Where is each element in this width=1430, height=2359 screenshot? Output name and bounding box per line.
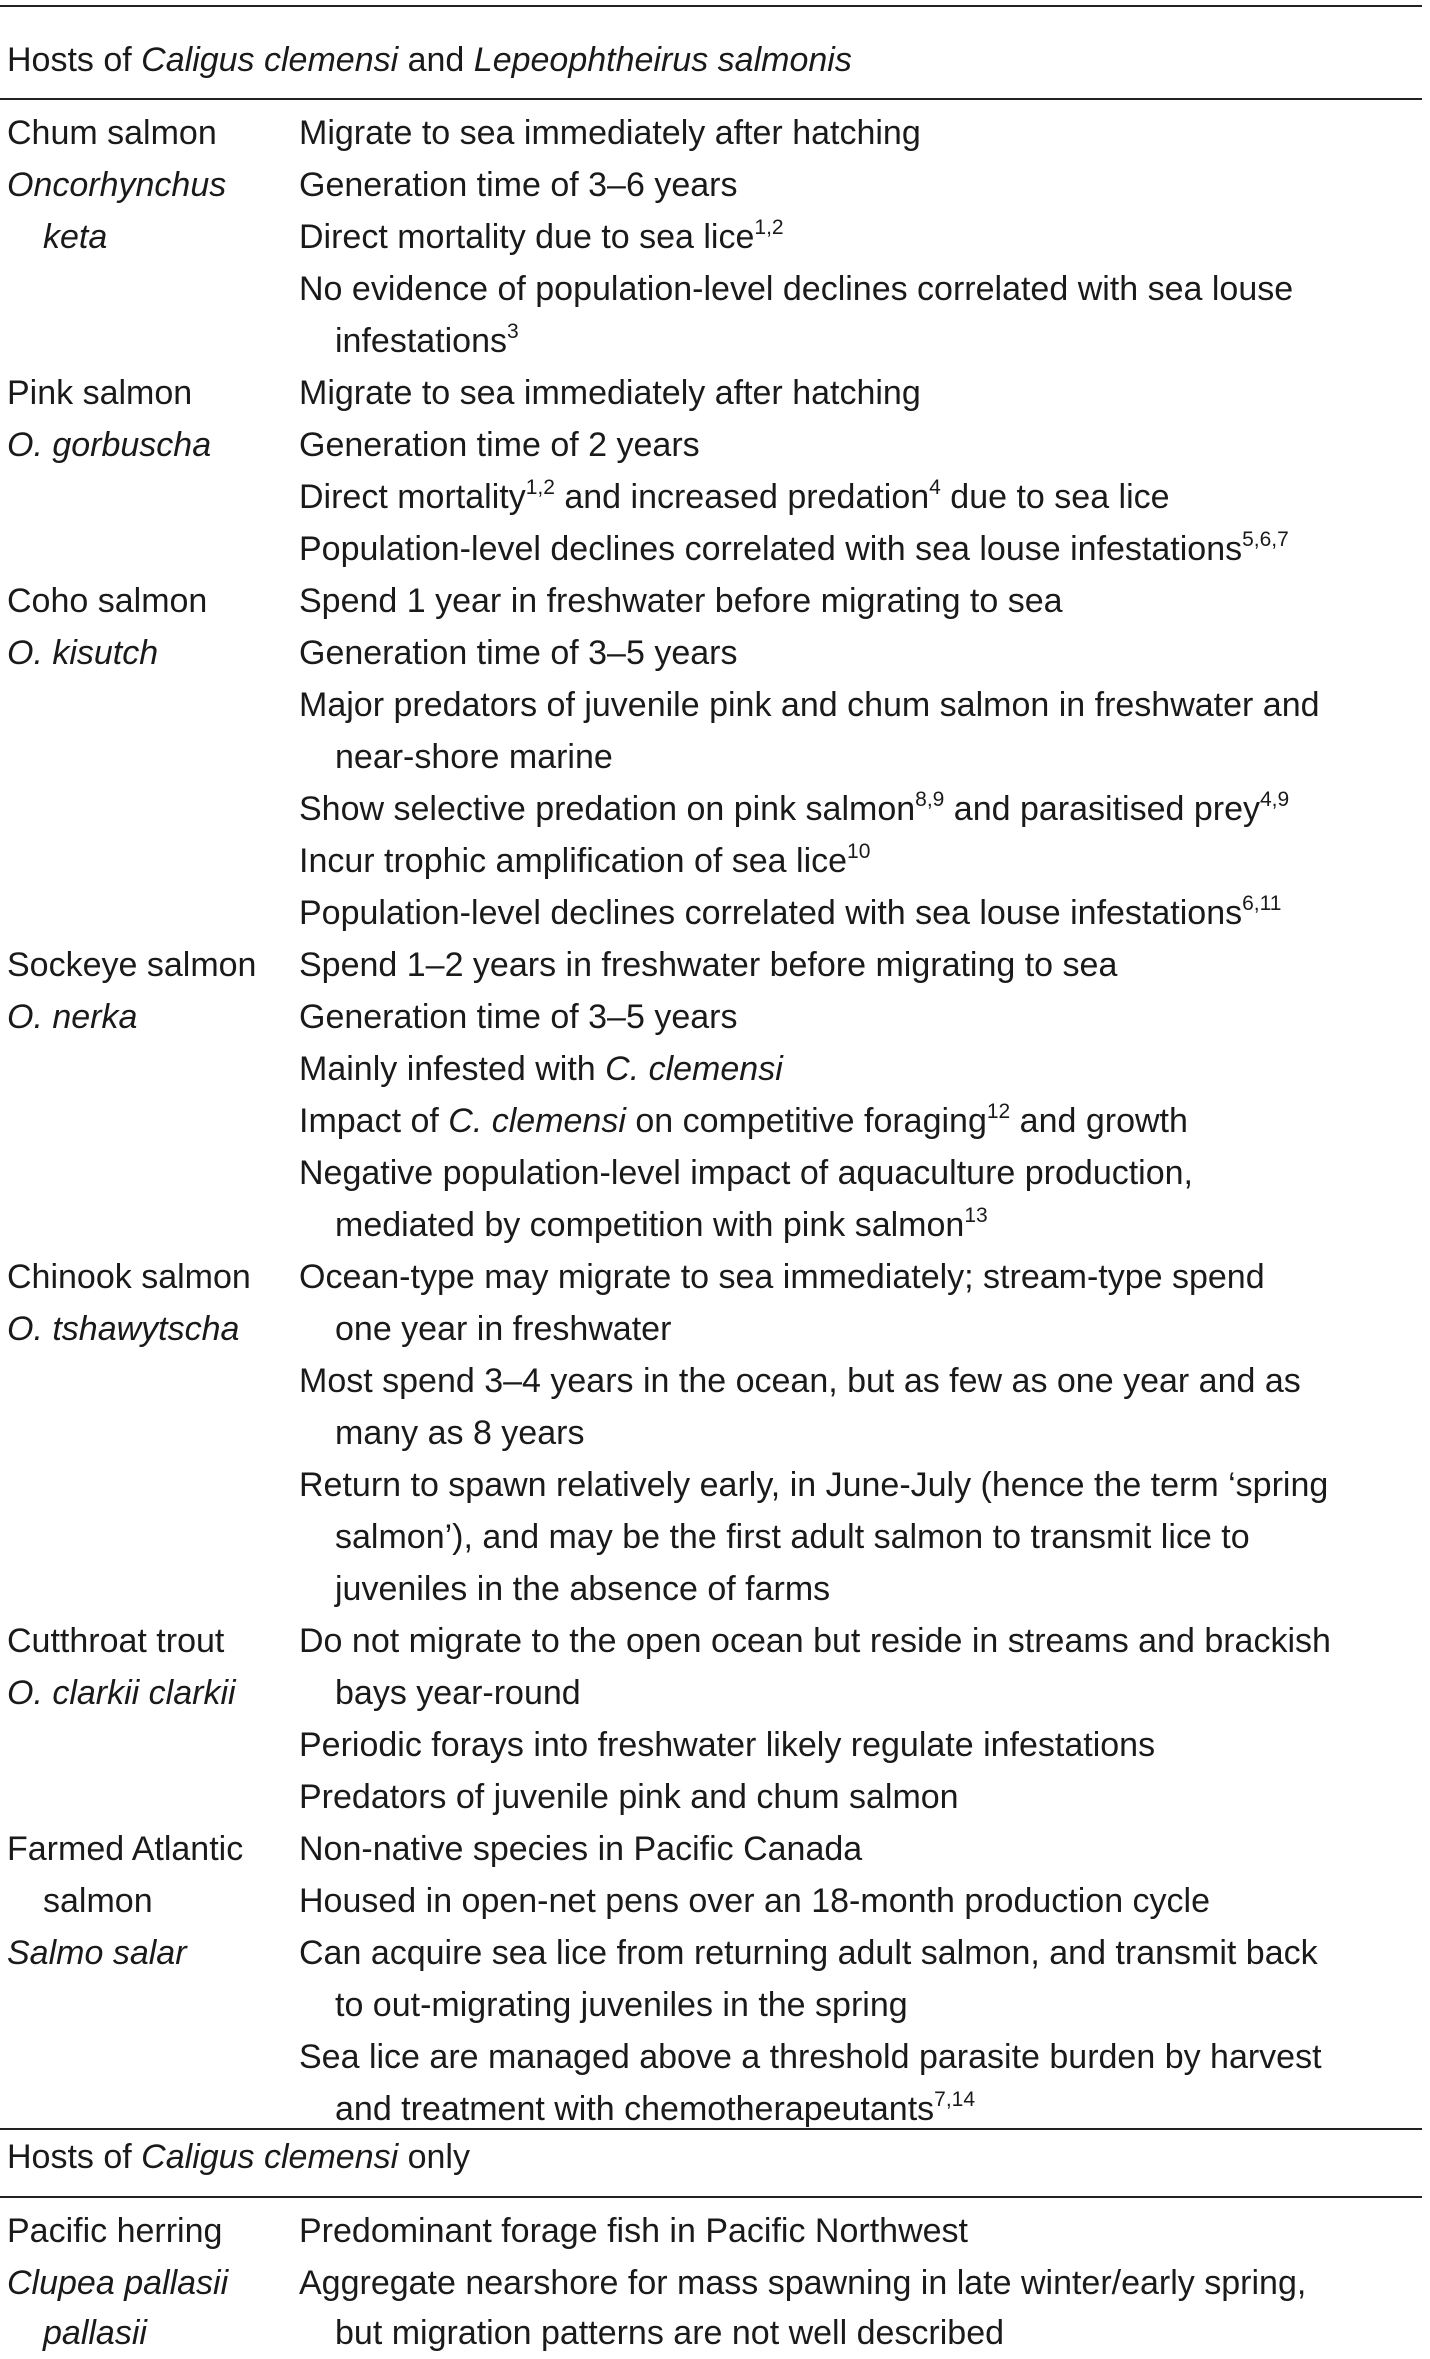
reference-superscript: 10 [847,839,871,863]
trait-line: to out-migrating juveniles in the spring [335,1986,908,2024]
section-rule [0,2128,1422,2130]
species-name: C. clemensi [448,1102,626,1140]
reference-superscript: 3 [507,319,519,343]
trait-line: Negative population-level impact of aquaculture production, [299,1154,1193,1192]
reference-superscript: 12 [986,1099,1011,1123]
trait-line: Population-level declines correlated with sea louse infestations$^{5,6,7}$ [299,527,1289,568]
trait-line: Aggregate nearshore for mass spawning in late winter/early spring, [299,2264,1307,2302]
reference-superscript: 6,11 [1242,891,1282,915]
host-latin-name: O. clarkii clarkii [7,1674,236,1712]
trait-line: Generation time of 3–5 years [299,998,738,1036]
trait-line: Predators of juvenile pink and chum salmon [299,1778,959,1816]
species-name: Caligus clemensi [141,2138,399,2176]
trait-line: mediated by competition with pink salmon$^{13}$ [335,1203,988,1244]
trait-line: Spend 1 year in freshwater before migrating to sea [299,582,1063,620]
reference-superscript: 5,6,7 [1242,527,1289,551]
section-heading-both: Hosts of Caligus clemensi and Lepeophtheirus salmonis [7,41,852,79]
host-latin-name: O. tshawytscha [7,1310,240,1348]
host-latin-name: Salmo salar [7,1934,187,1972]
reference-superscript: 4,9 [1259,787,1290,811]
trait-line: and treatment with chemotherapeutants$^{7,14}$ [335,2087,976,2128]
trait-line: bays year-round [335,1674,581,1712]
trait-line: Migrate to sea immediately after hatching [299,374,921,412]
host-latin-name: O. gorbuscha [7,426,212,464]
trait-line: Population-level declines correlated with sea louse infestations$^{6,11}$ [299,891,1282,932]
trait-line: juveniles in the absence of farms [335,1570,831,1608]
trait-line: Return to spawn relatively early, in June-July (hence the term ‘spring [299,1466,1329,1504]
trait-line: near-shore marine [335,738,613,776]
reference-superscript: 7,14 [934,2087,976,2111]
host-common-name: Cutthroat trout [7,1622,225,1660]
host-common-name: Coho salmon [7,582,208,620]
reference-superscript: 4 [929,475,941,499]
host-common-name: Farmed Atlantic [7,1830,244,1868]
trait-line: Incur trophic amplification of sea lice$^{10}$ [299,839,871,880]
host-common-name: Sockeye salmon [7,946,257,984]
section-rule [0,2196,1422,2198]
trait-line: one year in freshwater [335,1310,672,1348]
top-rule [0,5,1422,7]
trait-line: Can acquire sea lice from returning adult salmon, and transmit back [299,1934,1318,1972]
trait-line: Most spend 3–4 years in the ocean, but as few as one year and as [299,1362,1301,1400]
host-common-name: salmon [43,1882,153,1920]
trait-line: Migrate to sea immediately after hatching [299,114,921,152]
trait-line: Generation time of 3–5 years [299,634,738,672]
reference-superscript: 1,2 [525,475,555,499]
host-latin-name: pallasii [43,2314,147,2352]
trait-line: Show selective predation on pink salmon$^{8,9}$ and parasitised prey$^{4,9}$ [299,787,1290,828]
host-latin-name: O. nerka [7,998,138,1036]
trait-line: Sea lice are managed above a threshold parasite burden by harvest [299,2038,1322,2076]
host-latin-name: Oncorhynchus [7,166,227,204]
host-common-name: Chum salmon [7,114,217,152]
trait-line: Housed in open-net pens over an 18-month production cycle [299,1882,1211,1920]
trait-line: Impact of C. clemensi on competitive foraging$^{12}$ and growth [299,1099,1188,1140]
species-name: Lepeophtheirus salmonis [473,41,852,79]
trait-line: No evidence of population-level declines correlated with sea louse [299,270,1294,308]
host-latin-name: O. kisutch [7,634,159,672]
section-rule [0,98,1422,100]
reference-superscript: 13 [964,1203,988,1227]
trait-line: infestations$^3$ [335,319,519,360]
reference-superscript: 1,2 [754,215,784,239]
trait-line: Generation time of 2 years [299,426,700,464]
trait-line: Predominant forage fish in Pacific Northwest [299,2212,968,2250]
species-name: Caligus clemensi [141,41,399,79]
trait-line: Ocean-type may migrate to sea immediately; stream-type spend [299,1258,1265,1296]
trait-line: but migration patterns are not well described [335,2314,1005,2352]
host-latin-name: keta [43,218,108,256]
trait-line: many as 8 years [335,1414,585,1452]
trait-line: Generation time of 3–6 years [299,166,738,204]
trait-line: Direct mortality due to sea lice$^{1,2}$ [299,215,784,256]
reference-superscript: 8,9 [915,787,945,811]
host-latin-name: Clupea pallasii [7,2264,229,2302]
trait-line: Major predators of juvenile pink and chum salmon in freshwater and [299,686,1320,724]
host-common-name: Pink salmon [7,374,193,412]
host-common-name: Pacific herring [7,2212,223,2250]
trait-line: Spend 1–2 years in freshwater before migrating to sea [299,946,1118,984]
species-name: C. clemensi [605,1050,783,1088]
trait-line: Do not migrate to the open ocean but reside in streams and brackish [299,1622,1331,1660]
trait-line: Mainly infested with C. clemensi [299,1050,783,1088]
trait-line: Direct mortality$^{1,2}$ and increased predation$^4$ due to sea lice [299,475,1170,516]
host-common-name: Chinook salmon [7,1258,251,1296]
trait-line: Periodic forays into freshwater likely regulate infestations [299,1726,1156,1764]
trait-line: salmon’), and may be the first adult salmon to transmit lice to [335,1518,1250,1556]
section-heading-caligus-only: Hosts of Caligus clemensi only [7,2138,470,2176]
trait-line: Non-native species in Pacific Canada [299,1830,863,1868]
